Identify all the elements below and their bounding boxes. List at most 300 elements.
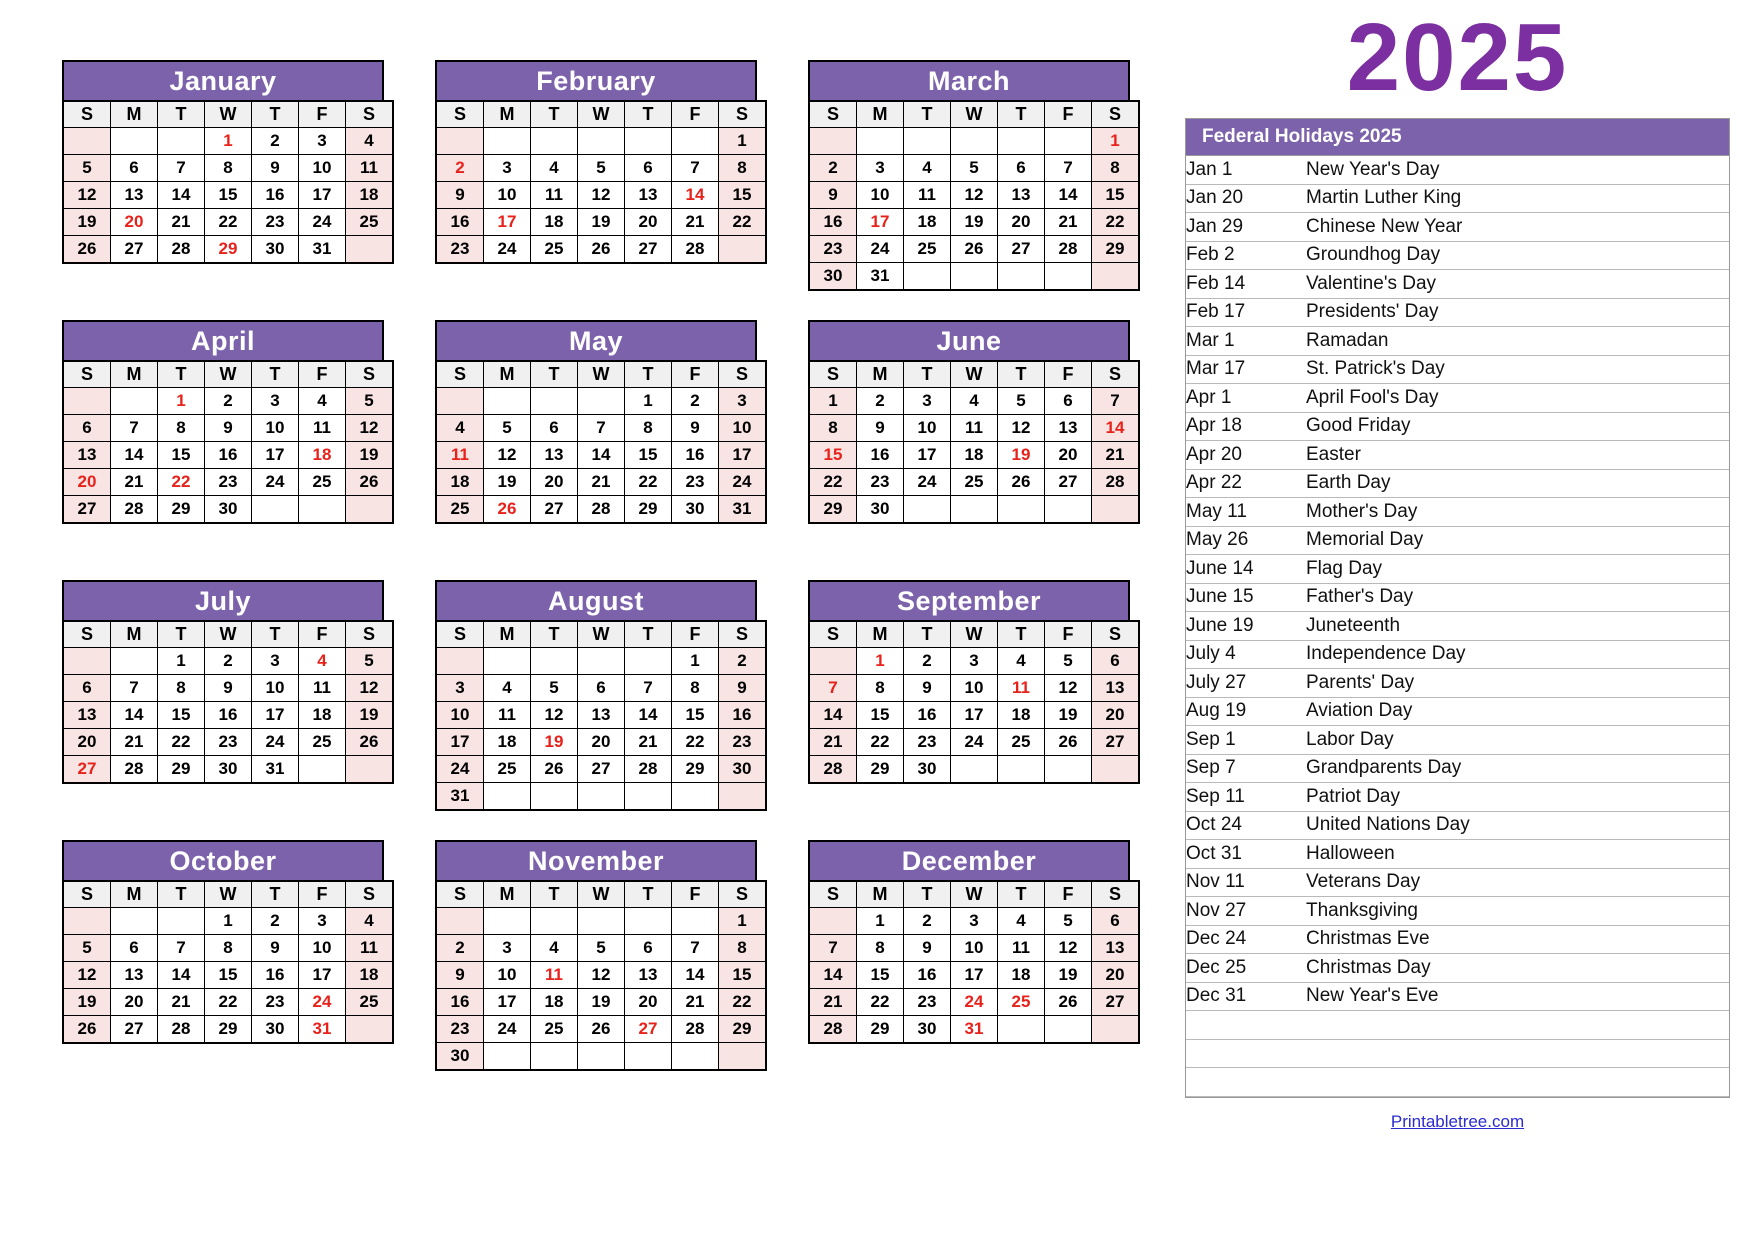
day-cell: 22 bbox=[672, 729, 719, 756]
day-cell: 18 bbox=[998, 962, 1045, 989]
day-cell: 21 bbox=[625, 729, 672, 756]
day-cell: 16 bbox=[436, 209, 484, 236]
holiday-row bbox=[1186, 697, 1729, 726]
weekday-header: M bbox=[857, 621, 904, 648]
day-cell: 24 bbox=[436, 756, 484, 783]
day-cell: 14 bbox=[111, 702, 158, 729]
day-cell: 1 bbox=[205, 908, 252, 935]
week-row bbox=[436, 236, 766, 264]
day-cell: 15 bbox=[809, 442, 857, 469]
day-cell: 29 bbox=[205, 1016, 252, 1044]
day-cell: 23 bbox=[436, 1016, 484, 1043]
empty-cell bbox=[625, 908, 672, 935]
day-cell: 28 bbox=[578, 496, 625, 524]
day-cell: 29 bbox=[1092, 236, 1140, 263]
holiday-date: Dec 25 bbox=[1186, 954, 1306, 983]
day-cell: 21 bbox=[111, 729, 158, 756]
day-cell: 11 bbox=[299, 675, 346, 702]
empty-cell bbox=[531, 1043, 578, 1071]
day-cell: 24 bbox=[484, 1016, 531, 1043]
day-cell: 13 bbox=[531, 442, 578, 469]
empty-cell bbox=[904, 496, 951, 524]
day-cell: 13 bbox=[111, 962, 158, 989]
weekday-header: T bbox=[904, 881, 951, 908]
week-row bbox=[63, 962, 393, 989]
week-row bbox=[436, 128, 766, 155]
day-cell: 28 bbox=[1045, 236, 1092, 263]
day-cell: 13 bbox=[625, 182, 672, 209]
empty-cell bbox=[998, 756, 1045, 784]
month-table bbox=[62, 880, 394, 1044]
empty-cell bbox=[252, 496, 299, 524]
weekday-header: W bbox=[205, 101, 252, 128]
week-row bbox=[809, 236, 1139, 263]
day-cell: 26 bbox=[531, 756, 578, 783]
week-row bbox=[809, 155, 1139, 182]
day-cell: 28 bbox=[158, 236, 205, 264]
day-cell: 9 bbox=[672, 415, 719, 442]
day-cell: 17 bbox=[951, 702, 998, 729]
day-cell: 29 bbox=[625, 496, 672, 524]
day-cell: 26 bbox=[578, 1016, 625, 1043]
day-cell: 18 bbox=[904, 209, 951, 236]
holiday-blank-row bbox=[1186, 1068, 1729, 1097]
day-cell: 6 bbox=[625, 155, 672, 182]
site-credit-link[interactable]: Printabletree.com bbox=[1390, 1111, 1525, 1131]
day-cell: 8 bbox=[158, 675, 205, 702]
day-cell: 23 bbox=[205, 729, 252, 756]
empty-cell bbox=[436, 388, 484, 415]
weekday-header: S bbox=[1092, 881, 1140, 908]
day-cell: 5 bbox=[951, 155, 998, 182]
day-cell: 3 bbox=[904, 388, 951, 415]
day-cell: 13 bbox=[625, 962, 672, 989]
empty-cell bbox=[1045, 128, 1092, 155]
holiday-name: April Fool's Day bbox=[1306, 384, 1729, 413]
month-block bbox=[435, 840, 757, 1100]
weekday-header: M bbox=[111, 621, 158, 648]
day-cell: 19 bbox=[578, 209, 625, 236]
weekday-header: S bbox=[63, 361, 111, 388]
holiday-row bbox=[1186, 754, 1729, 783]
day-cell: 30 bbox=[904, 756, 951, 784]
day-cell: 17 bbox=[299, 962, 346, 989]
weekday-header: T bbox=[998, 101, 1045, 128]
day-cell: 27 bbox=[1092, 729, 1140, 756]
week-row bbox=[63, 648, 393, 675]
weekday-header: T bbox=[158, 621, 205, 648]
holiday-name: Martin Luther King bbox=[1306, 184, 1729, 213]
empty-cell bbox=[1045, 1016, 1092, 1044]
empty-cell bbox=[484, 648, 531, 675]
day-cell: 15 bbox=[719, 962, 767, 989]
day-cell: 27 bbox=[578, 756, 625, 783]
day-cell: 14 bbox=[158, 182, 205, 209]
day-cell: 6 bbox=[1045, 388, 1092, 415]
day-cell: 28 bbox=[158, 1016, 205, 1044]
holiday-date: Apr 18 bbox=[1186, 412, 1306, 441]
weekday-header: F bbox=[672, 621, 719, 648]
week-row bbox=[436, 908, 766, 935]
day-cell: 8 bbox=[625, 415, 672, 442]
day-cell: 13 bbox=[63, 702, 111, 729]
day-cell: 21 bbox=[111, 469, 158, 496]
empty-cell bbox=[904, 128, 951, 155]
empty-cell bbox=[158, 128, 205, 155]
day-cell: 12 bbox=[578, 962, 625, 989]
holiday-name: Grandparents Day bbox=[1306, 754, 1729, 783]
day-cell: 15 bbox=[158, 442, 205, 469]
day-cell: 17 bbox=[719, 442, 767, 469]
month-table bbox=[808, 360, 1140, 524]
day-cell: 22 bbox=[857, 989, 904, 1016]
day-cell: 13 bbox=[1092, 935, 1140, 962]
day-cell: 25 bbox=[299, 729, 346, 756]
day-cell: 11 bbox=[346, 935, 394, 962]
week-row bbox=[809, 128, 1139, 155]
holiday-date: Nov 11 bbox=[1186, 868, 1306, 897]
holiday-name: Flag Day bbox=[1306, 555, 1729, 584]
empty-cell bbox=[672, 783, 719, 811]
week-row bbox=[809, 908, 1139, 935]
day-cell: 12 bbox=[951, 182, 998, 209]
month-block bbox=[62, 580, 384, 840]
holiday-row bbox=[1186, 640, 1729, 669]
day-cell: 23 bbox=[857, 469, 904, 496]
day-cell: 31 bbox=[719, 496, 767, 524]
day-cell: 7 bbox=[1045, 155, 1092, 182]
day-cell: 24 bbox=[904, 469, 951, 496]
day-cell: 17 bbox=[904, 442, 951, 469]
holiday-row bbox=[1186, 583, 1729, 612]
holiday-row bbox=[1186, 555, 1729, 584]
day-cell: 4 bbox=[951, 388, 998, 415]
day-cell: 4 bbox=[436, 415, 484, 442]
day-cell: 12 bbox=[63, 962, 111, 989]
day-cell: 1 bbox=[625, 388, 672, 415]
day-cell: 18 bbox=[436, 469, 484, 496]
day-cell: 13 bbox=[1092, 675, 1140, 702]
day-cell: 30 bbox=[436, 1043, 484, 1071]
day-cell: 16 bbox=[809, 209, 857, 236]
federal-holidays-heading: Federal Holidays 2025 bbox=[1186, 119, 1729, 156]
day-cell: 23 bbox=[205, 469, 252, 496]
holiday-date: July 27 bbox=[1186, 669, 1306, 698]
empty-cell bbox=[672, 908, 719, 935]
day-cell: 31 bbox=[436, 783, 484, 811]
day-cell: 18 bbox=[951, 442, 998, 469]
day-cell: 18 bbox=[299, 442, 346, 469]
day-cell: 26 bbox=[346, 469, 394, 496]
day-cell: 31 bbox=[299, 236, 346, 264]
month-block bbox=[808, 320, 1130, 580]
holidays-list bbox=[1186, 156, 1729, 1097]
day-cell: 1 bbox=[158, 648, 205, 675]
empty-cell bbox=[625, 783, 672, 811]
day-cell: 16 bbox=[904, 962, 951, 989]
empty-cell bbox=[1092, 1016, 1140, 1044]
week-row bbox=[436, 783, 766, 811]
weekday-header: S bbox=[346, 361, 394, 388]
holiday-date: Feb 17 bbox=[1186, 298, 1306, 327]
week-row bbox=[436, 702, 766, 729]
week-row bbox=[63, 388, 393, 415]
empty-cell bbox=[951, 128, 998, 155]
day-cell: 11 bbox=[346, 155, 394, 182]
month-block bbox=[808, 580, 1130, 840]
day-cell: 14 bbox=[158, 962, 205, 989]
day-cell: 31 bbox=[951, 1016, 998, 1044]
holiday-row bbox=[1186, 868, 1729, 897]
weekday-header: S bbox=[1092, 621, 1140, 648]
day-cell: 24 bbox=[299, 989, 346, 1016]
day-cell: 14 bbox=[578, 442, 625, 469]
day-cell: 26 bbox=[346, 729, 394, 756]
day-cell: 7 bbox=[625, 675, 672, 702]
holiday-date: June 14 bbox=[1186, 555, 1306, 584]
day-cell: 16 bbox=[672, 442, 719, 469]
holiday-name: Christmas Eve bbox=[1306, 925, 1729, 954]
day-cell: 23 bbox=[719, 729, 767, 756]
day-cell: 21 bbox=[158, 989, 205, 1016]
week-row bbox=[436, 962, 766, 989]
month-block bbox=[808, 840, 1130, 1100]
day-cell: 1 bbox=[719, 908, 767, 935]
day-cell: 9 bbox=[252, 935, 299, 962]
weekday-header: T bbox=[252, 621, 299, 648]
right-panel bbox=[1185, 0, 1730, 1132]
week-row bbox=[436, 729, 766, 756]
day-cell: 23 bbox=[672, 469, 719, 496]
weekday-header: W bbox=[205, 621, 252, 648]
month-title: March bbox=[808, 60, 1130, 100]
holiday-name: Thanksgiving bbox=[1306, 897, 1729, 926]
holiday-date: Dec 24 bbox=[1186, 925, 1306, 954]
holiday-name: Mother's Day bbox=[1306, 498, 1729, 527]
day-cell: 6 bbox=[1092, 648, 1140, 675]
weekday-header: F bbox=[672, 101, 719, 128]
day-cell: 27 bbox=[111, 1016, 158, 1044]
day-cell: 14 bbox=[809, 962, 857, 989]
week-row bbox=[63, 908, 393, 935]
day-cell: 5 bbox=[346, 648, 394, 675]
empty-cell bbox=[1092, 496, 1140, 524]
day-cell: 27 bbox=[1045, 469, 1092, 496]
holiday-blank-row bbox=[1186, 1039, 1729, 1068]
weekday-header: S bbox=[436, 621, 484, 648]
day-cell: 11 bbox=[484, 702, 531, 729]
day-cell: 1 bbox=[857, 908, 904, 935]
day-cell: 25 bbox=[299, 469, 346, 496]
holiday-row bbox=[1186, 526, 1729, 555]
week-row bbox=[809, 442, 1139, 469]
weekday-header: T bbox=[531, 361, 578, 388]
week-row bbox=[436, 1043, 766, 1071]
day-cell: 17 bbox=[252, 442, 299, 469]
day-cell: 21 bbox=[672, 209, 719, 236]
day-cell: 5 bbox=[63, 935, 111, 962]
day-cell: 15 bbox=[719, 182, 767, 209]
month-title: June bbox=[808, 320, 1130, 360]
weekday-header: S bbox=[809, 881, 857, 908]
weekday-header: M bbox=[484, 621, 531, 648]
day-cell: 14 bbox=[672, 962, 719, 989]
holiday-date: Feb 14 bbox=[1186, 270, 1306, 299]
day-cell: 8 bbox=[719, 935, 767, 962]
weekday-header: T bbox=[998, 361, 1045, 388]
empty-cell bbox=[531, 648, 578, 675]
week-row bbox=[809, 989, 1139, 1016]
holiday-date: June 15 bbox=[1186, 583, 1306, 612]
weekday-header: W bbox=[951, 101, 998, 128]
week-row bbox=[436, 415, 766, 442]
weekday-header: S bbox=[809, 361, 857, 388]
week-row bbox=[63, 128, 393, 155]
day-cell: 12 bbox=[346, 675, 394, 702]
weekday-header: M bbox=[484, 881, 531, 908]
empty-cell bbox=[719, 236, 767, 264]
week-row bbox=[436, 388, 766, 415]
holiday-row bbox=[1186, 355, 1729, 384]
day-cell: 21 bbox=[1092, 442, 1140, 469]
week-row bbox=[436, 182, 766, 209]
week-row bbox=[809, 702, 1139, 729]
month-table bbox=[435, 100, 767, 264]
day-cell: 18 bbox=[998, 702, 1045, 729]
empty-cell bbox=[346, 1016, 394, 1044]
empty-cell bbox=[1045, 756, 1092, 784]
weekday-header: T bbox=[625, 361, 672, 388]
day-cell: 22 bbox=[719, 989, 767, 1016]
day-cell: 17 bbox=[951, 962, 998, 989]
weekday-header: T bbox=[904, 101, 951, 128]
weekday-header: T bbox=[998, 881, 1045, 908]
holiday-date: Mar 1 bbox=[1186, 327, 1306, 356]
day-cell: 12 bbox=[1045, 935, 1092, 962]
day-cell: 8 bbox=[672, 675, 719, 702]
weekday-header: T bbox=[904, 361, 951, 388]
holiday-date: Jan 20 bbox=[1186, 184, 1306, 213]
empty-cell bbox=[111, 388, 158, 415]
weekday-header: F bbox=[299, 621, 346, 648]
day-cell: 25 bbox=[998, 729, 1045, 756]
day-cell: 9 bbox=[205, 415, 252, 442]
day-cell: 4 bbox=[299, 648, 346, 675]
weekday-header: S bbox=[63, 881, 111, 908]
weekday-header: W bbox=[951, 881, 998, 908]
empty-cell bbox=[809, 648, 857, 675]
day-cell: 25 bbox=[484, 756, 531, 783]
holiday-name: Ramadan bbox=[1306, 327, 1729, 356]
empty-cell bbox=[998, 496, 1045, 524]
day-cell: 10 bbox=[252, 675, 299, 702]
day-cell: 10 bbox=[857, 182, 904, 209]
weekday-header: S bbox=[719, 101, 767, 128]
weekday-header: F bbox=[672, 361, 719, 388]
day-cell: 30 bbox=[904, 1016, 951, 1044]
empty-cell bbox=[63, 908, 111, 935]
day-cell: 14 bbox=[809, 702, 857, 729]
day-cell: 24 bbox=[252, 729, 299, 756]
empty-cell bbox=[346, 756, 394, 784]
holiday-row bbox=[1186, 811, 1729, 840]
month-block bbox=[435, 580, 757, 840]
holiday-row bbox=[1186, 925, 1729, 954]
day-cell: 3 bbox=[252, 388, 299, 415]
day-cell: 13 bbox=[111, 182, 158, 209]
empty-cell bbox=[951, 756, 998, 784]
empty-cell bbox=[484, 1043, 531, 1071]
day-cell: 13 bbox=[1045, 415, 1092, 442]
day-cell: 25 bbox=[951, 469, 998, 496]
day-cell: 10 bbox=[436, 702, 484, 729]
holiday-blank-name bbox=[1306, 1039, 1729, 1068]
day-cell: 22 bbox=[205, 209, 252, 236]
day-cell: 5 bbox=[578, 935, 625, 962]
day-cell: 9 bbox=[904, 675, 951, 702]
day-cell: 19 bbox=[63, 209, 111, 236]
empty-cell bbox=[578, 783, 625, 811]
week-row bbox=[436, 935, 766, 962]
day-cell: 24 bbox=[951, 729, 998, 756]
day-cell: 17 bbox=[252, 702, 299, 729]
holiday-date: Sep 7 bbox=[1186, 754, 1306, 783]
week-row bbox=[436, 1016, 766, 1043]
weekday-header: W bbox=[951, 361, 998, 388]
week-row bbox=[436, 469, 766, 496]
day-cell: 27 bbox=[998, 236, 1045, 263]
day-cell: 21 bbox=[672, 989, 719, 1016]
day-cell: 28 bbox=[625, 756, 672, 783]
day-cell: 28 bbox=[809, 756, 857, 784]
holiday-date: Jan 29 bbox=[1186, 213, 1306, 242]
day-cell: 2 bbox=[719, 648, 767, 675]
day-cell: 24 bbox=[719, 469, 767, 496]
day-cell: 27 bbox=[1092, 989, 1140, 1016]
holiday-row bbox=[1186, 241, 1729, 270]
empty-cell bbox=[578, 908, 625, 935]
empty-cell bbox=[299, 756, 346, 784]
holiday-name: Father's Day bbox=[1306, 583, 1729, 612]
empty-cell bbox=[436, 908, 484, 935]
day-cell: 30 bbox=[205, 756, 252, 784]
day-cell: 25 bbox=[904, 236, 951, 263]
month-table bbox=[435, 880, 767, 1071]
holiday-blank-row bbox=[1186, 1011, 1729, 1040]
day-cell: 27 bbox=[625, 236, 672, 264]
day-cell: 1 bbox=[857, 648, 904, 675]
week-row bbox=[809, 263, 1139, 291]
month-title: July bbox=[62, 580, 384, 620]
day-cell: 26 bbox=[63, 236, 111, 264]
week-row bbox=[63, 469, 393, 496]
empty-cell bbox=[719, 783, 767, 811]
holiday-row bbox=[1186, 840, 1729, 869]
week-row bbox=[436, 496, 766, 524]
day-cell: 31 bbox=[857, 263, 904, 291]
day-cell: 3 bbox=[299, 908, 346, 935]
week-row bbox=[63, 496, 393, 524]
month-table bbox=[62, 620, 394, 784]
month-block bbox=[62, 320, 384, 580]
day-cell: 22 bbox=[158, 469, 205, 496]
holiday-date: Nov 27 bbox=[1186, 897, 1306, 926]
day-cell: 15 bbox=[205, 182, 252, 209]
empty-cell bbox=[111, 648, 158, 675]
empty-cell bbox=[436, 648, 484, 675]
day-cell: 8 bbox=[205, 935, 252, 962]
holiday-date: July 4 bbox=[1186, 640, 1306, 669]
